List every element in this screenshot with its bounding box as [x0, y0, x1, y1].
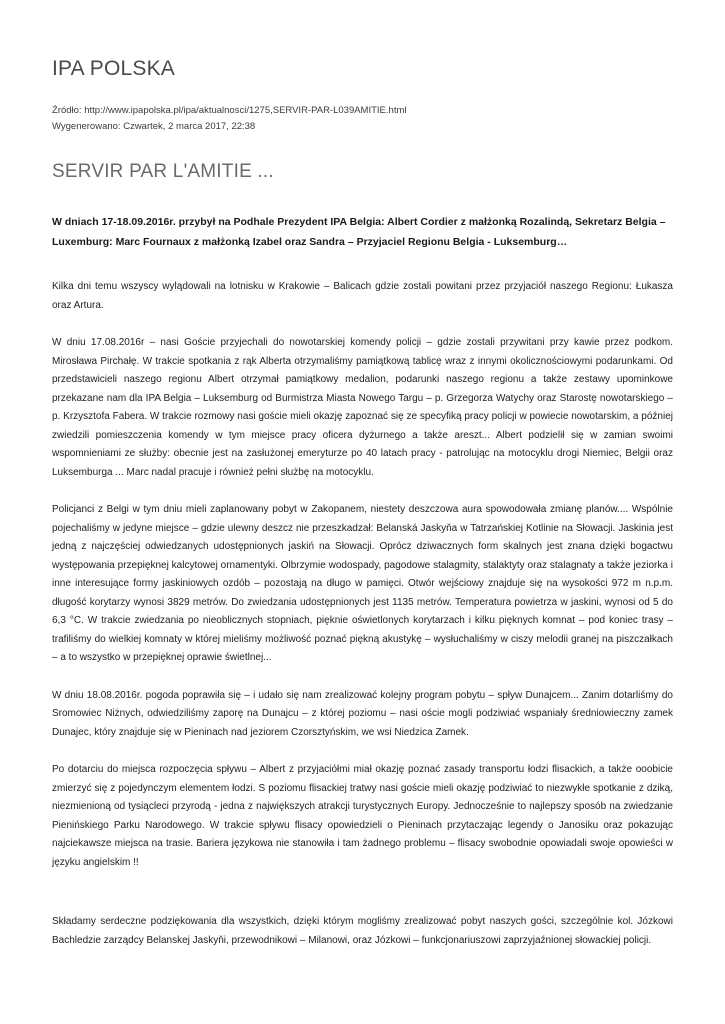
article-paragraph: Po dotarciu do miejsca rozpoczęcia spływu – Albert z przyjaciółmi miał okazję poznać zasady transportu łodzi flisackich, a także ooobicie zmierzyć się z pojedynczym elementem łodzi. S poziomu flisackiej tratwy nasi goście mieli okazję podziwiać to niezwykłe spotkanie z dziką, niezmienioną od tysiącleci przyrodą - jedna z największych atrakcji turystycznych Europy. Jednocześnie to najlepszy sposób na zwiedzanie Pienińskiego Parku Narodowego. W trakcie spływu flisacy opowiedzieli o Pieninach przytaczając legendy o Janosiku oraz pokazując najciekawsze miejsca na trasie. Bariera językowa nie stanowiła i tam żadnego problemu – flisacy swobodnie opowiadali swoje opowieści w języku angielskim !! — [52, 764, 673, 868]
paragraph-spacer — [52, 891, 673, 913]
article-paragraph: Policjanci z Belgi w tym dniu mieli zaplanowany pobyt w Zakopanem, niestety deszczowa aura spowodowała zmianę planów.... Wspólnie pojechaliśmy w jedyne miejsce – gdzie ulewny deszcz nie przeszkadzał: Belanská Jaskyňa w Tatrzańskiej Kotlinie na Słowacji. Jaskinia jest jedną z najczęściej odwiedzanych udostępnionych jaskiń na Słowacji. Oprócz dziwacznych form skalnych jest znana dzięki bogactwu występowania przepięknej kalcytowej ornamentyki. Olbrzymie wodospady, pagodowe stalagmity, stalaktyty oraz stalagnaty a także jeziorka i inne interesujące formy jaskiniowych ozdób – pozostają na długo w pamięci. Otwór wejściowy znajduje się na wysokości 972 m n.p.m. długość korytarzy wynosi 3829 metrów. Do zwiedzania udostępnionych jest 1135 metrów. Temperatura powietrza w jaskini, wynosi od 5 do 6,3 °C. W trakcie zwiedzania po nieoblicznych stopniach, pięknie oświetlonych korytarzach i kilku pięknych komnat – pod koniec trasy – trafiliśmy do wielkiej komnaty w której mieliśmy możliwość poznać piękną akustykę – wysłuchaliśmy w ciszy melodii granej na piszczałkach – a to wszystko w przepięknej oprawie świetlnej... — [52, 504, 673, 664]
article-lead: W dniach 17-18.09.2016r. przybył na Podhale Prezydent IPA Belgia: Albert Cordier z małżonką Rozalindą, Sekretarz Belgia – Luxemburg: Marc Fournaux z małżonką Izabel oraz Sandra – Przyjaciel Regionu Belgia - Luksemburg… — [52, 216, 666, 248]
article-paragraph: W dniu 18.08.2016r. pogoda poprawiła się – i udało się nam zrealizować kolejny program pobytu – spływ Dunajcem... Zanim dotarliśmy do Sromowiec Niżnych, odwiedziliśmy zaporę na Dunajcu – z której poziomu – nasi oście mogli podziwiać wspaniały średniowieczny zamek Dunajec, który znajduje się w Pieninach nad jeziorem Czorsztyńskim, we wsi Niedzica Zamek. — [52, 689, 673, 738]
source-line: Źródło: http://www.ipapolska.pl/ipa/aktualnosci/1275,SERVIR-PAR-L039AMITIE.html — [52, 105, 407, 117]
article-paragraph: Składamy serdeczne podziękowania dla wszystkich, dzięki którym mogliśmy zrealizować pobyt naszych gości, szczególnie kol. Józkowi Bachledzie zarządcy Belanskej Jaskyňi, przewodnikowi – Milanowi, oraz Józkowi – funkcjonariuszowi zaprzyjaźnionej słowackiej policji. — [52, 916, 673, 946]
generated-line: Wygenerowano: Czwartek, 2 marca 2017, 22:38 — [52, 120, 256, 132]
document-meta — [52, 103, 673, 134]
article-paragraph: Kilka dni temu wszyscy wylądowali na lotnisku w Krakowie – Balicach gdzie zostali powitani przez przyjaciół naszego Regionu: Łukasza oraz Artura. — [52, 281, 673, 311]
article-title: SERVIR PAR L'AMITIE ... — [52, 160, 274, 182]
article-paragraph: W dniu 17.08.2016r – nasi Goście przyjechali do nowotarskiej komendy policji – gdzie zostali przywitani przy kawie przez podkom. Mirosława Pirchałę. W trakcie spotkania z rąk Alberta otrzymaliśmy pamiątkową tablicę wraz z innymi okolicznościowymi podarunkami. Od przedstawicieli naszego regionu Albert otrzymał pamiątkowy medalion, podarunki naszego regionu a także zestawy upominkowe przekazane nam dla IPA Belgia – Luksemburg od Burmistrza Miasta Nowego Targu – p. Grzegorza Watychy oraz Starostę nowotarskiego – p. Krzysztofa Fabera. W trakcie rozmowy nasi goście mieli okazję zapoznać się ze specyfiką pracy policji w powiecie nowotarskim, a później zwiedzili pomieszczenia komendy w tym miejsce pracy oficera dyżurnego a także areszt... Albert podzielił się w zamian swoimi wspomnieniami ze służby: obecnie jest na zasłużonej emeryturze po 40 latach pracy - patrolując na motocyklu drogi Niemiec, Belgii oraz Luksemburga ... Marc nadal pracuje i również pełni służbę na motocyklu. — [52, 337, 673, 478]
site-title: IPA POLSKA — [52, 57, 176, 80]
